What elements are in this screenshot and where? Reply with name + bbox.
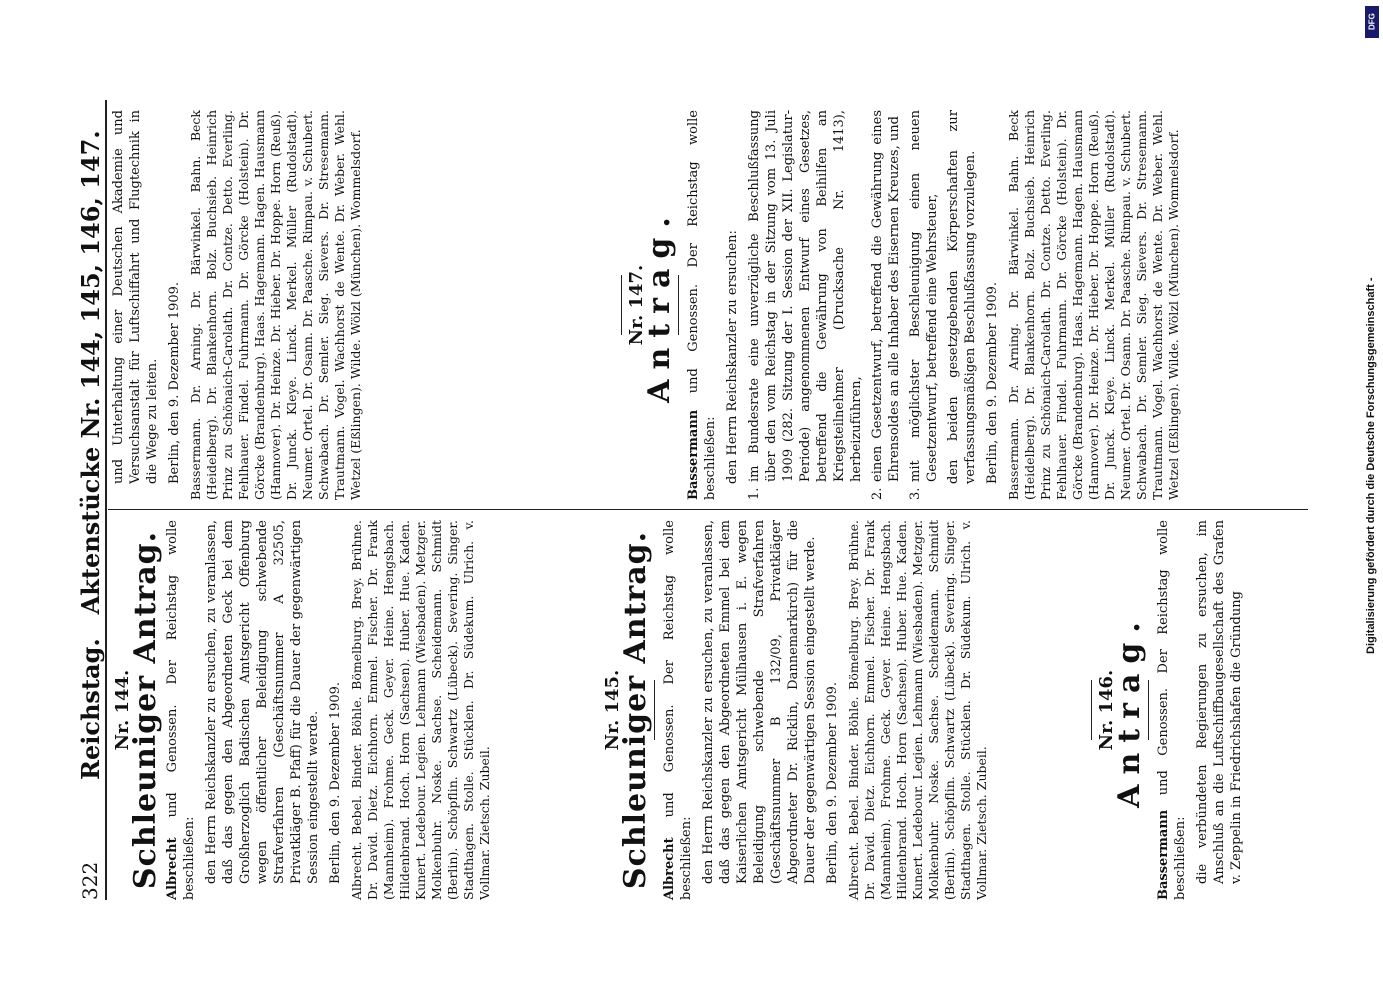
section-number: Nr. 144.: [112, 669, 133, 751]
divider: [678, 275, 679, 335]
section-number: Nr. 147.: [626, 264, 647, 346]
running-head-left: Reichstag.: [76, 638, 105, 780]
list-item: [746, 110, 865, 500]
section-title: Schleuniger Antrag.: [128, 530, 163, 890]
signatories: Albrecht. Bebel. Binder. Böhle. Bömelburg. Brey. Brühne. Dr. David. Dietz. Eichhorn. Emmel. Fischer. Dr. Frank (Mannheim). Frohme. Geck. Geyer. Heine. Hengsbach. Hildenbrand. Hoch. Horn (Sachsen). Huber. Hue. Kaden. Kunert. Ledebour. Legien. Lehmann (Wiesbaden). Metzger. Molkenbuhr. Noske. Sachse. Scheidemann. Schmidt (Berlin). Schöpflin. Schwartz (Lübeck). Severing. Singer. Stadthagen. Stolle. Stücklen. Dr. Südekum. Ulrich. v. Vollmar. Zietsch. Zubeil.: [846, 520, 989, 900]
item-number: 1.: [747, 487, 762, 500]
running-head: [76, 130, 105, 780]
section-144: [110, 520, 590, 900]
list-item: [907, 110, 941, 500]
motion-body: die verbündeten Regierungen zu ersuchen, im Anschluß an die Luftschiffbaugesellschaft des Grafen v. Zeppelin in Friedrichshafen die Gründung: [1195, 520, 1244, 884]
item-text: einen Gesetzentwurf, betreffend die Gewährung eines Ehrensoldes an alle Inhaber des Eisernen Kreuzes, und: [870, 110, 902, 482]
digitization-note: Digitalisierung gefördert durch die Deutsche Forschungsgemeinschaft -: [1365, 277, 1377, 654]
motion-body-continued: und Unterhaltung einer Deutschen Akademie und Versuchsanstalt für Luftschiffahrt und Flugtechnik in die Wege zu leiten.: [111, 110, 160, 484]
section-146-continued: [110, 110, 610, 500]
divider: [654, 680, 655, 740]
section-title: Antrag.: [642, 207, 677, 403]
item-number: 3.: [908, 487, 923, 500]
intro-text: und Genossen. Der Reichstag wolle beschließen:: [1156, 520, 1188, 900]
intro: [661, 520, 695, 900]
section-title: Antrag.: [1112, 612, 1147, 808]
section-147: [615, 110, 1315, 500]
running-head-right: Aktenstücke Nr. 144, 145, 146, 147.: [76, 130, 105, 615]
demand-list: [746, 110, 941, 500]
intro-text: und Genossen. Der Reichstag wolle beschließen:: [662, 520, 694, 900]
section-number: Nr. 145.: [602, 669, 623, 751]
date-line: Berlin, den 9. Dezember 1909.: [985, 281, 1000, 484]
date-line: Berlin, den 9. Dezember 1909.: [167, 281, 182, 484]
section-145: [600, 520, 1080, 900]
date-line: Berlin, den 9. Dezember 1909.: [825, 681, 840, 884]
section-title: Schleuniger Antrag.: [618, 530, 653, 890]
column-separator: [108, 509, 1308, 510]
signatories: Bassermann. Dr. Arning. Dr. Bärwinkel. Bahn. Beck (Heidelberg). Dr. Blankenhorn. Bolz. Buchsieb. Heinrich Prinz zu Schönaich-Carolath. Dr. Contze. Detto. Everling. Fehlhauer. Findel. Fuhrmann. Dr. Görcke (Holstein). Dr. Görcke (Brandenburg). Haas. Hagemann. Hagen. Hausmann (Hannover). Dr. Heinze. Dr. Hieber. Dr. Hoppe. Horn (Reuß). Dr. Junck. Kleye. Linck. Merkel. Müller (Rudolstadt). Neumer. Ortel. Dr. Osann. Dr. Paasche. Rimpau. v. Schubert. Schwabach. Dr. Semler. Sieg. Sievers. Dr. Stresemann. Trautmann. Vogel. Wachhorst de Wente. Dr. Weber. Wehl. Wetzel (Eßlingen). Wilde. Wölzl (München). Wommelsdorf.: [188, 110, 363, 500]
dfg-logo: DFG: [1365, 6, 1379, 38]
motion-body: den Herrn Reichskanzler zu ersuchen, zu veranlassen, daß das gegen den Abgeordneten Emmel bei dem Kaiserlichen Amtsgericht Mülhausen i. E. wegen Beleidigung schwebende Strafverfahren (Geschäftsnummer B 132/09, Privatkläger Abgeordneter Dr. Ricklin, Dannemarkirch) für die Dauer der gegenwärtigen Session eingestellt werde.: [701, 520, 818, 884]
intro-text: und Genossen. Der Reichstag wolle beschließen:: [165, 520, 197, 900]
page-header: [70, 100, 110, 900]
motion-body: den Herrn Reichskanzler zu ersuchen, zu veranlassen, daß das gegen den Abgeordneten Geck bei dem Großherzoglich Badischen Amtsgericht Offenburg wegen öffentlicher Beleidigung schwebende Strafverfahren (Geschäftsnummer A 32505, Privatkläger B. Pfaff) für die Dauer der gegenwärtigen Session eingestellt werde.: [204, 520, 321, 884]
divider: [621, 275, 622, 335]
signatories: Bassermann. Dr. Arning. Dr. Bärwinkel. Bahn. Beck (Heidelberg). Dr. Blankenhorn. Bolz. Buchsieb. Heinrich Prinz zu Schönaich-Carolath. Dr. Contze. Detto. Everling. Fehlhauer. Findel. Fuhrmann. Dr. Görcke (Holstein). Dr. Görcke (Brandenburg). Haas. Hagemann. Hagen. Hausmann (Hannover). Dr. Heinze. Dr. Hieber. Dr. Hoppe. Horn (Reuß). Dr. Junck. Kleye. Linck. Merkel. Müller (Rudolstadt). Neumer. Ortel. Dr. Osann. Dr. Paasche. Rimpau. v. Schubert. Schwabach. Dr. Semler. Sieg. Sievers. Dr. Stresemann. Trautmann. Vogel. Wachhorst de Wente. Dr. Weber. Wehl. Wetzel (Eßlingen). Wilde. Wölzl (München). Wommelsdorf.: [1006, 110, 1181, 500]
intro: [1155, 520, 1189, 900]
intro-name: Albrecht: [165, 837, 180, 900]
header-rule: [105, 100, 107, 900]
item-text: mit möglichster Beschleunigung einen neuen Gesetzentwurf, betreffend eine Wehrsteuer,: [908, 110, 940, 482]
intro-text: und Genossen. Der Reichstag wolle beschließen:: [686, 110, 718, 500]
intro-name: Bassermann: [1156, 809, 1171, 900]
intro-name: Albrecht: [662, 837, 677, 900]
intro: [685, 110, 719, 500]
page-number: 322: [78, 861, 102, 900]
tail-text: den beiden gesetzgebenden Körperschaften zur verfassungsmäßigen Beschlußfassung vorzulegen.: [946, 110, 978, 484]
section-number: Nr. 146.: [1096, 669, 1117, 751]
list-item: [869, 110, 903, 500]
intro-name: Bassermann: [686, 409, 701, 500]
intro: [164, 520, 198, 900]
signatories: Albrecht. Bebel. Binder. Böhle. Bömelburg. Brey. Brühne. Dr. David. Dietz. Eichhorn. Emmel. Fischer. Dr. Frank (Mannheim). Frohme. Geck. Geyer. Heine. Hengsbach. Hildenbrand. Hoch. Horn (Sachsen). Huber. Hue. Kaden. Kunert. Ledebour. Legien. Lehmann (Wiesbaden). Metzger. Molkenbuhr. Noske. Sachse. Scheidemann. Schmidt (Berlin). Schöpflin. Schwartz (Lübeck). Severing. Singer. Stadthagen. Stolle. Stücklen. Dr. Südekum. Ulrich. v. Vollmar. Zietsch. Zubeil.: [349, 520, 492, 900]
item-text: im Bundesrate eine unverzügliche Beschlußfassung über den vom Reichstag in der Sitzung vom 13. Juli 1909 (282. Sitzung der I. Session der XII. Legislatur-Periode) angenommenen Entwurf eines Gesetzes, betreffend die Gewährung von Beihilfen an Kriegsteilnehmer (Drucksache Nr. 1413), herbeizuführen,: [747, 110, 864, 482]
section-146: [1085, 520, 1335, 900]
divider: [1091, 680, 1092, 740]
item-number: 2.: [870, 487, 885, 500]
date-line: Berlin, den 9. Dezember 1909.: [328, 681, 343, 884]
divider: [1148, 680, 1149, 740]
lead-line: den Herrn Reichskanzler zu ersuchen:: [725, 230, 740, 484]
